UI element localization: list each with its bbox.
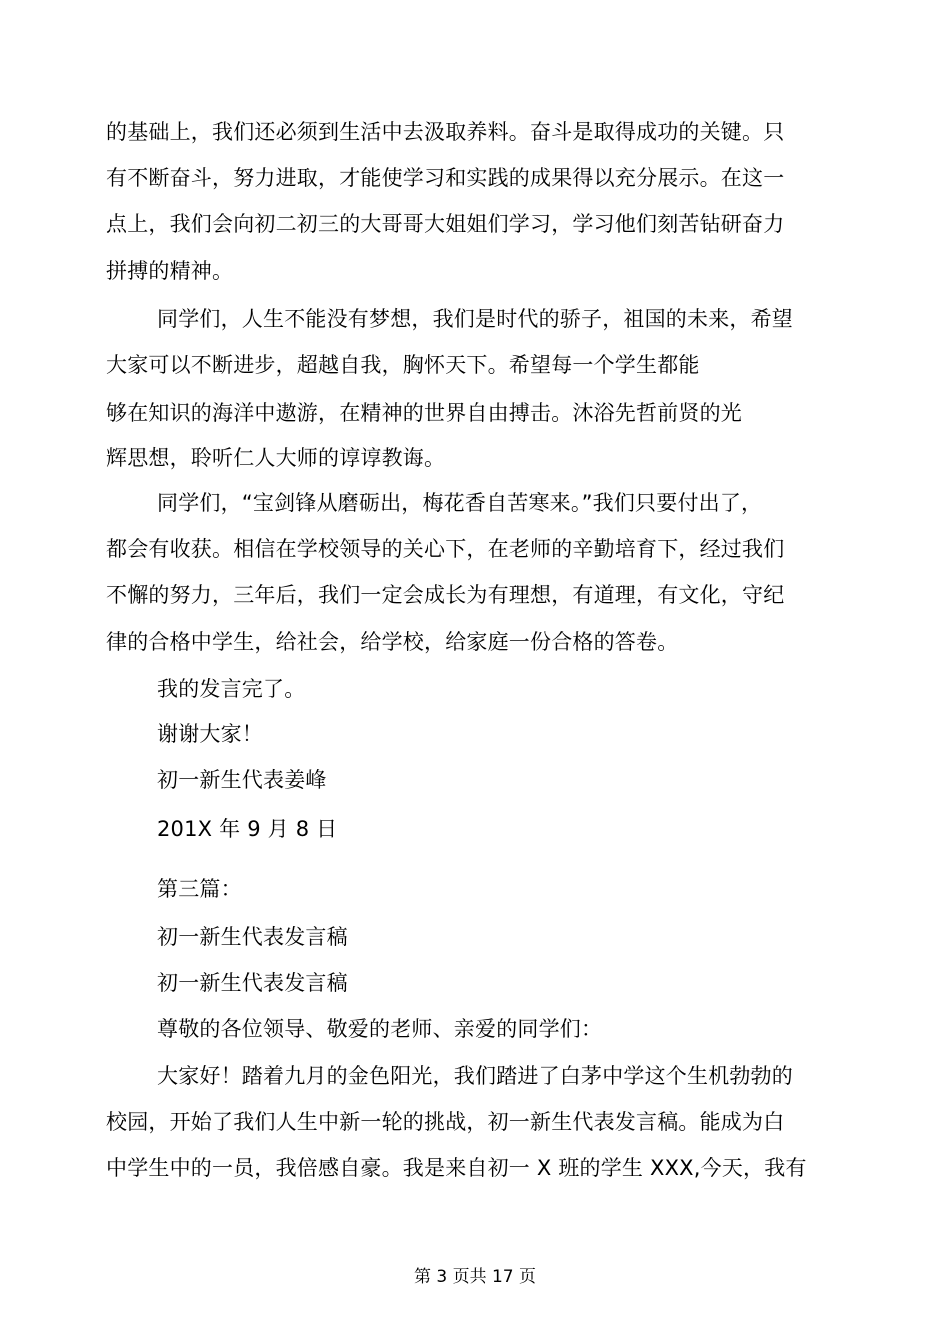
paragraph-line: 有不断奋斗，努力进取，才能使学习和实践的成果得以充分展示。在这一 [106,166,785,190]
salutation: 尊敬的各位领导、敬爱的老师、亲爱的同学们： [157,1017,603,1041]
paragraph-line: 的基础上，我们还必须到生活中去汲取养料。奋斗是取得成功的关键。只 [106,120,785,144]
paragraph-line: 大家可以不断进步，超越自我，胸怀天下。希望每一个学生都能 [106,353,700,377]
page-number-footer: 第 3 页共 17 页 [413,1267,537,1287]
paragraph-line: 律的合格中学生，给社会，给学校，给家庭一份合格的答卷。 [106,630,679,654]
paragraph-line: 中学生中的一员，我倍感自豪。我是来自初一 X 班的学生 XXX,今天，我有 [106,1156,807,1180]
paragraph-line: 够在知识的海洋中遨游，在精神的世界自由搏击。沐浴先哲前贤的光 [106,401,742,425]
paragraph-line: 点上，我们会向初二初三的大哥哥大姐姐们学习，学习他们刻苦钻研奋力 [106,212,785,236]
paragraph-line: 辉思想，聆听仁人大师的谆谆教诲。 [106,446,446,470]
paragraph-line: 拼搏的精神。 [106,259,234,283]
section-heading: 第三篇： [157,877,242,901]
paragraph-line: 大家好！踏着九月的金色阳光，我们踏进了白茅中学这个生机勃勃的 [157,1064,793,1088]
signature-name: 初一新生代表姜峰 [157,768,327,792]
paragraph-line: 同学们，“宝剑锋从磨砺出，梅花香自苦寒来。”我们只要付出了， [157,491,763,515]
document-title: 初一新生代表发言稿 [157,971,348,995]
paragraph-line: 谢谢大家！ [157,722,263,746]
paragraph-line: 我的发言完了。 [157,677,306,701]
paragraph-line: 同学们，人生不能没有梦想，我们是时代的骄子，祖国的未来，希望 [157,307,793,331]
paragraph-line: 校园，开始了我们人生中新一轮的挑战，初一新生代表发言稿。能成为白 [106,1110,785,1134]
paragraph-line: 不懈的努力，三年后，我们一定会成长为有理想，有道理，有文化，守纪 [106,583,785,607]
paragraph-line: 都会有收获。相信在学校领导的关心下，在老师的辛勤培育下，经过我们 [106,537,785,561]
document-title: 初一新生代表发言稿 [157,925,348,949]
signature-date: 201X 年 9 月 8 日 [157,817,338,841]
